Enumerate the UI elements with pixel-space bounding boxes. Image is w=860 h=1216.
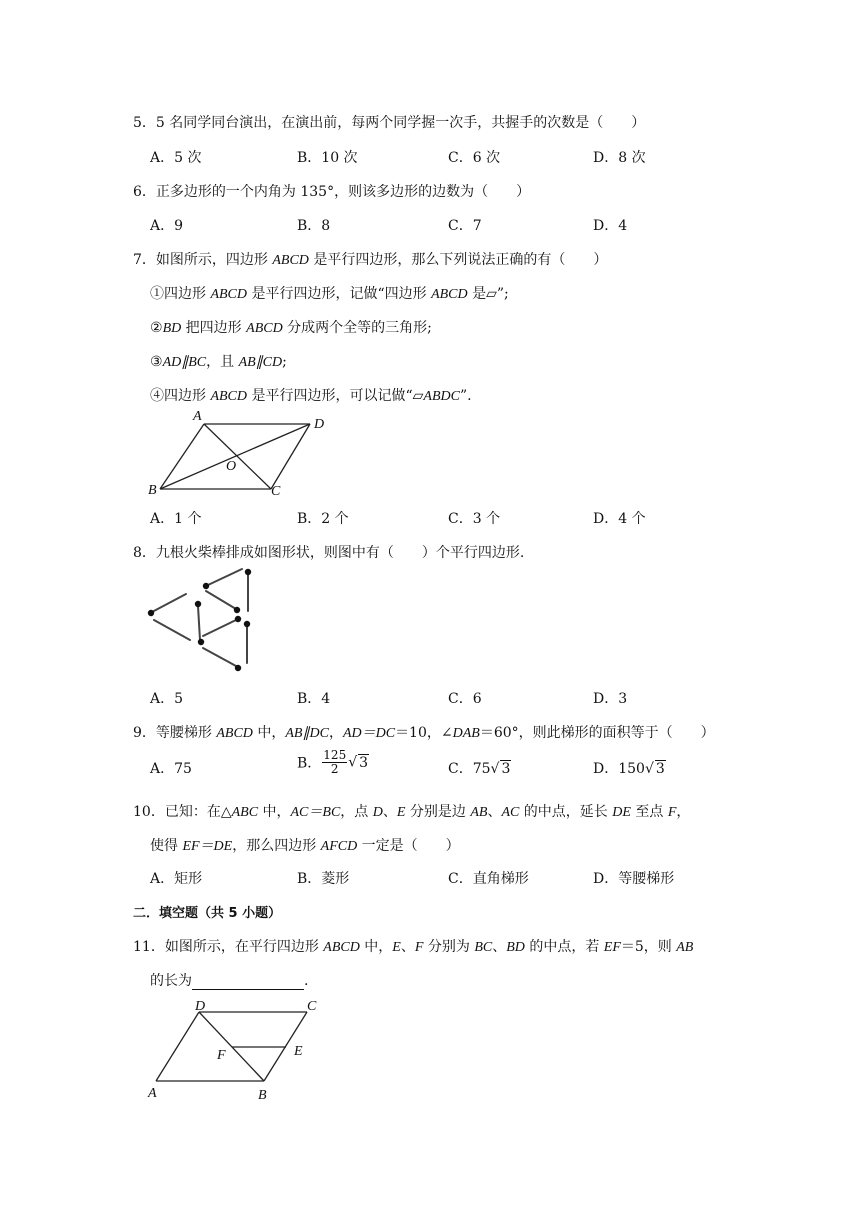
q8-match-5 — [154, 620, 190, 640]
q11-l1-d: E — [392, 940, 401, 955]
q9-option-b-fraction — [322, 749, 347, 776]
q7-s2-num: ② — [150, 320, 163, 336]
q11-label-d: D — [195, 999, 206, 1014]
q9-stem-c: 中， — [252, 725, 286, 741]
q7-s4-b: ABCD — [210, 389, 248, 404]
q8-match-head-3 — [148, 610, 154, 616]
q10-l1-b: ABC — [231, 805, 259, 820]
q10-l1-d: AC＝BC — [290, 805, 341, 820]
q10-l1-e: ，点 — [340, 804, 373, 820]
q6-stem: 6．正多边形的一个内角为 135°，则该多边形的边数为（ ） — [133, 184, 531, 200]
q9-option-b-denominator: 2 — [330, 762, 339, 776]
q11-l2-a: 的长为 — [150, 973, 192, 989]
q11-l2-b: . — [304, 973, 309, 989]
q7-s1-e: 是▱”; — [467, 286, 509, 302]
q10-l1-h: E — [396, 805, 406, 820]
q8-option-b: B．4 — [297, 691, 331, 707]
q7-side-dc — [271, 424, 310, 489]
q7-s4-a: 四边形 — [164, 388, 211, 404]
q7-option-b: B．2 个 — [297, 511, 349, 527]
q7-s2-b: 把四边形 — [181, 320, 247, 336]
q9-option-d-prefix: D．150 — [593, 761, 645, 777]
q11-parallelogram-figure — [140, 995, 340, 1105]
q9-option-b-radical-sign: √ — [348, 754, 358, 771]
q11-l1-h: BC — [474, 940, 493, 955]
q10-l1-p: F — [667, 805, 677, 820]
q9-stem-d: AB∥DC — [285, 726, 329, 741]
q9-stem-i: ＝60°，则此梯形的面积等于（ ） — [479, 725, 715, 741]
q7-s1-a: 四边形 — [164, 286, 211, 302]
q10-option-b: B．菱形 — [297, 871, 350, 887]
q5-option-d: D．8 次 — [593, 150, 646, 166]
q10-l1-n: DE — [612, 805, 631, 820]
q8-matchstick-figure — [140, 560, 270, 680]
q6-option-c: C．7 — [448, 218, 482, 234]
q10-stem-line-1 — [133, 801, 690, 821]
q9-option-b-radicand: 3 — [359, 755, 369, 771]
q8-option-d: D．3 — [593, 691, 628, 707]
q11-stem-line-1 — [133, 936, 693, 956]
q8-match-head-2 — [245, 569, 251, 575]
q5-option-a: A．5 次 — [150, 150, 202, 166]
q7-stem — [133, 249, 607, 269]
q10-l1-a: 10．已知：在△ — [133, 804, 232, 820]
q7-s3-c: AB∥CD — [238, 355, 283, 370]
q11-l1-l: EF — [603, 940, 621, 955]
q6-option-b: B．8 — [297, 218, 331, 234]
q7-s2-c: ABCD — [246, 321, 283, 336]
q8-match-head-7 — [235, 616, 241, 622]
q10-l1-o: 至点 — [630, 804, 668, 820]
q7-label-d: D — [314, 417, 325, 432]
q11-l1-m: ＝5，则 — [620, 939, 677, 955]
q11-l1-e: 、 — [400, 939, 415, 955]
q7-statement-3 — [150, 351, 287, 371]
q9-option-d-radicand: 3 — [655, 761, 665, 777]
q8-match-head-4 — [234, 607, 240, 613]
q11-label-c: C — [307, 999, 317, 1014]
q7-statement-4 — [150, 385, 472, 405]
q7-label-b: B — [148, 483, 157, 498]
q9-option-c-prefix: C．75 — [448, 761, 491, 777]
q11-label-e: E — [294, 1044, 303, 1059]
q8-match-head-8 — [244, 621, 250, 627]
q7-s4-e: ”. — [459, 388, 472, 404]
q11-l1-b: ABCD — [323, 940, 360, 955]
q8-match-head-9 — [235, 665, 241, 671]
q9-stem-h: DAB — [452, 726, 480, 741]
q8-match-7 — [203, 620, 236, 636]
q11-l1-f: F — [414, 940, 424, 955]
q7-s3-b: ，且 — [206, 354, 239, 370]
q8-option-c: C．6 — [448, 691, 482, 707]
q9-stem-g: ＝10，∠ — [395, 725, 453, 741]
q7-s1-b: ABCD — [210, 287, 248, 302]
q9-option-c-radicand: 3 — [501, 761, 511, 777]
q9-option-c — [448, 758, 511, 778]
q5-option-c: C．6 次 — [448, 150, 501, 166]
q9-option-b — [297, 749, 369, 776]
q9-option-b-numerator: 125 — [323, 748, 347, 762]
q11-l1-g: 分别为 — [423, 939, 475, 955]
q11-side-ad — [156, 1012, 199, 1081]
q7-option-d: D．4 个 — [593, 511, 646, 527]
q10-l1-m: 的中点，延长 — [519, 804, 613, 820]
q7-label-o: O — [226, 459, 237, 474]
q9-option-d-radical-sign: √ — [644, 761, 654, 777]
q5-stem: 5．5 名同学同台演出，在演出前，每两个同学握一次手，共握手的次数是（ ） — [133, 115, 646, 131]
q10-stem-line-2 — [150, 835, 460, 855]
q11-label-f: F — [217, 1048, 226, 1063]
q10-l2-c: ，那么四边形 — [232, 838, 321, 854]
q7-s4-d: ABDC — [423, 389, 460, 404]
q7-s2-d: 分成两个全等的三角形; — [282, 320, 432, 336]
q8-stem: 8．九根火柴棒排成如图形状，则图中有（ ）个平行四边形. — [133, 545, 525, 561]
q7-s1-num: ① — [150, 286, 164, 302]
q11-answer-blank[interactable] — [192, 975, 304, 990]
q10-l2-a: 使得 — [150, 838, 183, 854]
q10-l1-c: 中， — [258, 804, 291, 820]
q10-l1-q: ， — [676, 804, 691, 820]
q10-l1-i: 分别是边 — [405, 804, 471, 820]
q10-l2-d: AFCD — [320, 839, 358, 854]
q11-l1-j: BD — [506, 940, 525, 955]
q9-stem-f: AD＝DC — [342, 726, 396, 741]
q9-option-d — [593, 758, 666, 778]
q8-match-3 — [152, 594, 186, 612]
q7-s3-d: ; — [282, 354, 287, 370]
q6-option-a: A．9 — [150, 218, 184, 234]
q8-option-a: A．5 — [150, 691, 184, 707]
q9-stem-b: ABCD — [216, 726, 253, 741]
q8-match-head-1 — [203, 583, 209, 589]
q7-stem-post: 是平行四边形，那么下列说法正确的有（ ） — [308, 252, 608, 268]
q7-s4-c: 是平行四边形，可以记做“▱ — [247, 388, 424, 404]
q10-l1-g: 、 — [382, 804, 397, 820]
q10-l1-j: AB — [470, 805, 488, 820]
q5-option-b: B．10 次 — [297, 150, 358, 166]
q8-match-9 — [203, 648, 236, 666]
q7-s3-a: AD∥BC — [162, 355, 207, 370]
q7-stem-it: ABCD — [272, 253, 309, 268]
q8-match-4 — [206, 591, 236, 609]
q9-option-b-prefix: B． — [297, 755, 322, 772]
q7-s3-num: ③ — [150, 354, 163, 370]
q7-parallelogram-figure — [140, 405, 340, 505]
q7-label-c: C — [271, 484, 281, 499]
q8-match-1 — [208, 569, 242, 585]
q7-statement-1 — [150, 283, 509, 303]
q7-diagonal-ac — [204, 424, 271, 489]
q10-l2-e: 一定是（ ） — [357, 838, 460, 854]
q7-stem-pre: 7．如图所示，四边形 — [133, 252, 273, 268]
q8-match-6 — [198, 606, 200, 640]
q7-s4-num: ④ — [150, 388, 164, 404]
q10-option-c: C．直角梯形 — [448, 871, 529, 887]
q7-statement-2 — [150, 317, 432, 337]
q9-stem-a: 9．等腰梯形 — [133, 725, 217, 741]
q7-s1-d: ABCD — [431, 287, 468, 302]
q7-label-a: A — [193, 409, 202, 424]
q11-l1-c: 中， — [359, 939, 393, 955]
q10-option-d: D．等腰梯形 — [593, 871, 675, 887]
q10-option-a: A．矩形 — [150, 871, 203, 887]
q11-l1-n: AB — [676, 940, 694, 955]
q11-label-a: A — [148, 1086, 157, 1101]
q11-stem-line-2 — [150, 970, 308, 990]
q9-option-c-radical-sign: √ — [490, 761, 500, 777]
section-heading-fill-in: 二．填空题（共 5 小题） — [133, 906, 282, 921]
q9-stem — [133, 722, 715, 742]
q6-option-d: D．4 — [593, 218, 628, 234]
q10-l1-k: 、 — [487, 804, 502, 820]
q10-l1-l: AC — [501, 805, 520, 820]
q10-l2-b: EF＝DE — [182, 839, 233, 854]
q8-match-head-6 — [198, 639, 204, 645]
q8-match-head-5 — [195, 601, 201, 607]
q11-label-b: B — [258, 1088, 267, 1103]
q7-option-c: C．3 个 — [448, 511, 501, 527]
q11-l1-k: 的中点，若 — [524, 939, 604, 955]
q10-l1-f: D — [372, 805, 383, 820]
q11-l1-a: 11．如图所示，在平行四边形 — [133, 939, 324, 955]
q7-option-a: A．1 个 — [150, 511, 202, 527]
q7-s1-c: 是平行四边形，记做“四边形 — [247, 286, 432, 302]
q7-s2-a: BD — [162, 321, 182, 336]
q11-l1-i: 、 — [492, 939, 507, 955]
q9-option-a: A．75 — [150, 761, 192, 777]
q9-stem-e: ， — [328, 725, 343, 741]
